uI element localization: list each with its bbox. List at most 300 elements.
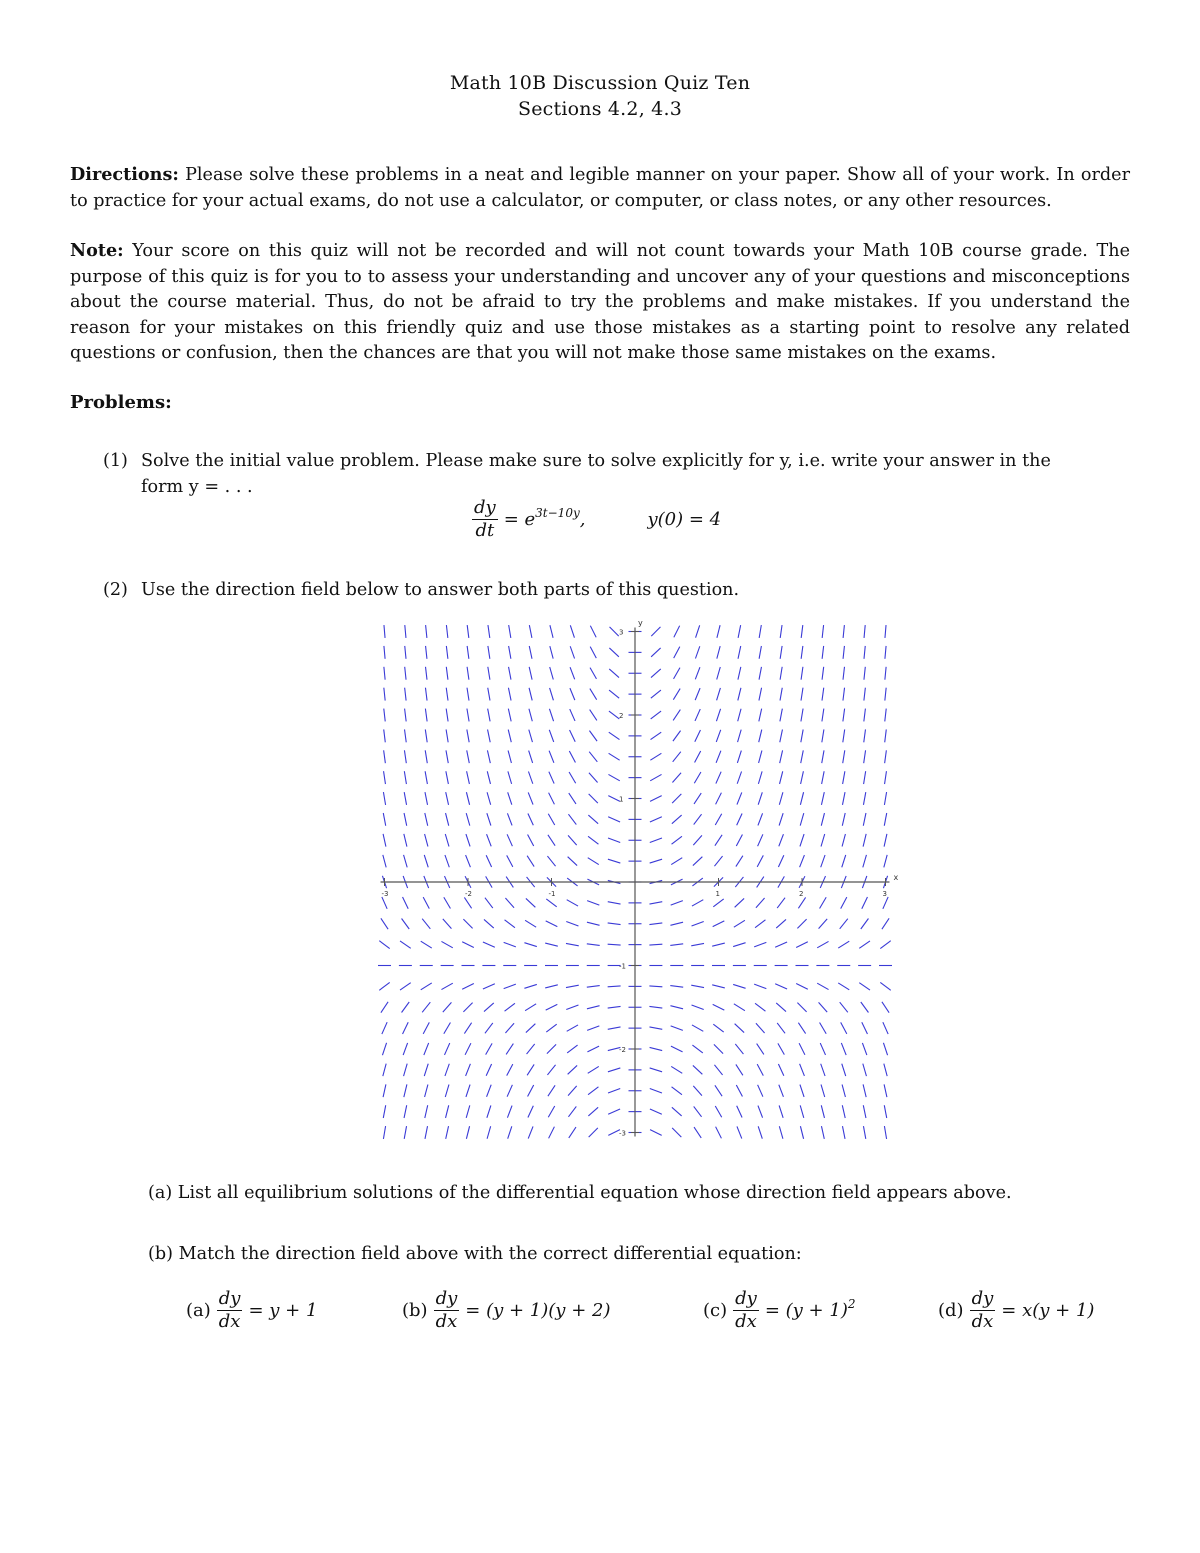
slope-segment: [738, 646, 741, 659]
x-tick-label: -1: [548, 890, 556, 898]
slope-segment: [466, 834, 470, 846]
slope-segment: [671, 901, 683, 906]
slope-segment: [843, 709, 845, 722]
slope-segment: [759, 688, 762, 701]
problem-1-text: Solve the initial value problem. Please make sure to solve explicitly for y, i.e. write your answer in the: [141, 451, 1051, 471]
slope-segment: [758, 1126, 762, 1138]
slope-segment: [885, 646, 886, 659]
choice-c-label: (c): [703, 1300, 728, 1321]
slope-segment: [864, 625, 865, 638]
slope-segment: [738, 730, 742, 742]
slope-segment: [425, 813, 428, 826]
slope-segment: [863, 855, 867, 867]
slope-segment: [587, 922, 600, 925]
slope-segment: [529, 667, 532, 680]
slope-segment: [589, 1128, 598, 1137]
slope-segment: [587, 986, 600, 988]
slope-segment: [486, 1064, 491, 1076]
choice-d-rhs: = x(y + 1): [1001, 1300, 1095, 1321]
slope-segment: [674, 626, 680, 638]
slope-segment: [863, 1105, 866, 1118]
slope-segment: [796, 983, 808, 989]
slope-segment: [780, 688, 782, 701]
slope-segment: [694, 1127, 701, 1138]
slope-segment: [383, 1126, 385, 1139]
slope-segment: [884, 834, 887, 847]
slope-segment: [796, 942, 808, 948]
page-title: Math 10B Discussion Quiz Ten: [449, 72, 751, 94]
slope-segment: [821, 813, 824, 826]
slope-segment: [780, 667, 782, 680]
slope-segment: [488, 667, 490, 680]
choice-b-numerator: dy: [435, 1288, 458, 1309]
slope-segment: [568, 1086, 577, 1096]
slope-segment: [692, 900, 703, 906]
slope-segment: [545, 943, 558, 946]
slope-segment: [885, 625, 886, 638]
slope-segment: [692, 1005, 704, 1010]
slope-segment: [694, 814, 702, 824]
slope-segment: [608, 774, 619, 780]
slope-segment: [445, 1085, 449, 1097]
slope-segment: [423, 897, 429, 908]
slope-segment: [524, 984, 536, 988]
slope-segment: [549, 1127, 555, 1139]
slope-segment: [507, 855, 513, 866]
slope-segment: [384, 750, 386, 763]
slope-segment: [884, 855, 887, 868]
slope-segment: [733, 984, 745, 988]
slope-segment: [649, 1006, 662, 1008]
slope-segment: [384, 709, 385, 722]
slope-segment: [779, 1126, 783, 1139]
slope-segment: [884, 813, 886, 826]
choice-b: [402, 1288, 610, 1333]
slope-segment: [864, 729, 866, 742]
slope-segment: [609, 711, 619, 719]
slope-segment: [884, 1126, 886, 1139]
slope-segment: [754, 984, 766, 989]
directions-paragraph: [70, 162, 1130, 214]
slope-segment: [801, 771, 804, 784]
slope-segment: [488, 709, 490, 722]
slope-segment: [671, 858, 682, 865]
slope-segment: [608, 838, 620, 843]
slope-segment: [507, 1085, 512, 1097]
slope-segment: [402, 918, 410, 929]
slope-segment: [885, 750, 887, 763]
slope-segment: [780, 709, 782, 722]
slope-segment: [819, 919, 828, 929]
slope-segment: [421, 983, 432, 990]
problem-2-text: Use the direction field below to answer both parts of this question.: [141, 580, 740, 600]
slope-segment: [379, 982, 389, 990]
slope-segment: [800, 834, 804, 846]
slope-segment: [670, 1006, 683, 1009]
slope-segment: [842, 1105, 845, 1118]
slope-segment: [379, 941, 389, 949]
problem-1-equation: [472, 497, 721, 542]
slope-segment: [405, 709, 407, 722]
slope-segment: [800, 792, 803, 805]
slope-segment: [484, 919, 494, 928]
slope-segment: [863, 834, 866, 847]
slope-segment: [568, 1106, 576, 1116]
part-b: (b) Match the direction field above with the correct differential equation:: [148, 1244, 802, 1264]
choice-c: [703, 1288, 855, 1333]
slope-segment: [780, 771, 783, 784]
choice-d-fraction: [970, 1288, 996, 1333]
slope-segment: [820, 1043, 825, 1055]
slope-segment: [507, 1106, 512, 1118]
slope-segment: [568, 1065, 577, 1074]
slope-segment: [800, 813, 804, 825]
slope-segment: [587, 1006, 600, 1009]
slope-segment: [651, 732, 662, 739]
slope-segment: [713, 899, 723, 907]
slope-segment: [608, 1109, 620, 1114]
slope-segment: [672, 1128, 681, 1137]
slope-segment: [817, 941, 828, 947]
slope-segment: [736, 1064, 743, 1075]
slope-segment: [758, 813, 763, 825]
slope-segment: [424, 1043, 429, 1055]
slope-segment: [587, 944, 600, 946]
chart-axes: [381, 619, 899, 1138]
slope-segment: [425, 1126, 428, 1139]
choice-b-fraction: [434, 1288, 460, 1333]
slope-segment: [757, 1044, 764, 1055]
slope-segment: [777, 898, 785, 908]
slope-segment: [446, 1126, 449, 1139]
slope-segment: [716, 1127, 722, 1139]
x-tick-label: -3: [381, 890, 389, 898]
part-a: (a) List all equilibrium solutions of the differential equation whose direction field appears above.: [148, 1183, 1012, 1203]
slope-segment: [799, 1043, 805, 1055]
slope-segment: [508, 750, 511, 763]
slope-segment: [840, 1002, 848, 1012]
slope-segment: [608, 923, 621, 925]
directions-text: Please solve these problems in a neat and legible manner on your paper. Show all of your work. In order to practice for your actual exams, do not use a calculator, or computer, or class notes, or any other resources.: [70, 165, 1130, 211]
slope-segment: [404, 771, 406, 784]
slope-segment: [650, 1047, 663, 1050]
slope-segment: [545, 985, 558, 988]
slope-segment: [507, 813, 512, 825]
slope-segment: [426, 646, 427, 659]
slope-segment: [608, 986, 621, 987]
slope-segment: [841, 1043, 846, 1055]
slope-segment: [759, 646, 761, 659]
slope-segment: [755, 920, 765, 928]
slope-segment: [672, 773, 681, 783]
slope-segment: [713, 921, 725, 927]
slope-segment: [821, 1064, 825, 1076]
slope-segment: [466, 855, 471, 867]
y-tick-label: -3: [619, 1129, 626, 1138]
slope-segment: [736, 835, 742, 846]
slope-segment: [694, 772, 701, 783]
slope-segment: [882, 1002, 889, 1013]
slope-segment: [588, 815, 598, 824]
slope-segment: [650, 1130, 662, 1136]
slope-segment: [714, 1044, 723, 1053]
slope-segment: [446, 792, 449, 805]
slope-segment: [841, 897, 847, 908]
slope-segment: [843, 625, 844, 638]
slope-segment: [402, 1002, 410, 1013]
slope-segment: [885, 709, 886, 722]
slope-segment: [842, 813, 845, 826]
slope-segment: [566, 985, 579, 987]
slope-segment: [882, 918, 889, 929]
slope-segment: [691, 943, 704, 945]
slope-segment: [505, 898, 514, 908]
slope-segment: [446, 750, 448, 763]
slope-segment: [801, 667, 803, 680]
slope-segment: [405, 667, 406, 680]
slope-segment: [444, 1043, 449, 1055]
choice-a-label: (a): [186, 1300, 211, 1321]
slope-segment: [692, 921, 704, 926]
slope-segment: [568, 814, 576, 824]
slope-segment: [650, 796, 662, 802]
slope-segment: [485, 1023, 493, 1033]
choice-a-numerator: dy: [218, 1288, 241, 1309]
slope-segment: [588, 1107, 598, 1116]
slope-segment: [508, 792, 512, 804]
slope-segment: [485, 898, 493, 908]
slope-segment: [737, 1126, 742, 1138]
slope-segment: [609, 732, 620, 739]
slope-segment: [798, 1023, 805, 1034]
slope-segment: [735, 1044, 743, 1054]
slope-segment: [405, 625, 406, 638]
slope-segment: [756, 898, 765, 908]
slope-segment: [801, 750, 804, 763]
slope-segment: [716, 772, 721, 784]
choice-b-label: (b): [402, 1300, 428, 1321]
slope-segment: [717, 625, 720, 638]
slope-segment: [550, 646, 553, 659]
slope-segment: [384, 646, 385, 659]
slope-segment: [383, 834, 386, 847]
choice-c-numerator: dy: [735, 1288, 757, 1309]
slope-segment: [843, 729, 845, 742]
slope-segment: [864, 771, 866, 784]
problem-1-text-line2: form y = . . .: [141, 476, 253, 497]
slope-segment: [780, 730, 783, 743]
problem-2: [103, 578, 1130, 604]
slope-segment: [567, 1025, 578, 1031]
slope-segment: [508, 709, 511, 722]
slope-segment: [649, 986, 662, 987]
slope-segment: [863, 813, 866, 826]
slope-segment: [713, 1004, 725, 1010]
slope-segment: [400, 941, 411, 948]
slope-segment: [821, 1085, 825, 1097]
slope-segment: [757, 1064, 763, 1075]
x-tick-label: 3: [882, 890, 887, 898]
slope-segment: [590, 710, 597, 721]
slope-segment: [443, 919, 452, 929]
slope-segment: [526, 898, 535, 907]
slope-segment: [671, 1066, 682, 1073]
slope-segment: [590, 647, 596, 658]
slope-segment: [608, 1006, 621, 1008]
slope-segment: [885, 729, 887, 742]
slope-segment: [692, 1025, 703, 1031]
slope-segment: [384, 667, 385, 680]
slope-segment: [547, 856, 555, 866]
slope-segment: [384, 625, 385, 638]
slope-segment: [505, 1003, 515, 1011]
slope-segment: [446, 1105, 449, 1118]
slope-segment: [404, 855, 408, 867]
slope-segment: [506, 1044, 513, 1055]
slope-segment: [405, 729, 407, 742]
slope-segment: [758, 834, 763, 846]
slope-segment: [528, 835, 534, 846]
slope-segment: [608, 902, 621, 904]
slope-segment: [671, 1026, 683, 1031]
slope-segment: [445, 1064, 449, 1076]
slope-segment: [546, 1024, 556, 1032]
y-tick-label: 1: [619, 795, 624, 804]
slope-segment: [780, 646, 782, 659]
slope-segment: [778, 855, 783, 867]
slope-segment: [737, 751, 741, 763]
slope-segment: [650, 1068, 662, 1072]
slope-segment: [716, 751, 721, 763]
equation-rhs-exponent: 3t−10y: [535, 506, 580, 520]
slope-segment: [444, 1023, 451, 1034]
slope-segment: [487, 771, 490, 784]
slope-segment: [382, 1022, 387, 1034]
slope-segment: [884, 1105, 886, 1118]
slope-segment: [776, 919, 786, 928]
slope-segment: [737, 792, 742, 804]
slope-segment: [650, 838, 662, 843]
slope-segment: [422, 1002, 430, 1012]
slope-segment: [529, 688, 532, 701]
slope-segment: [509, 625, 511, 638]
equation-rhs-tail: ,: [579, 509, 586, 530]
slope-segment: [712, 985, 725, 988]
slope-segment: [650, 774, 661, 780]
slope-segment: [672, 794, 681, 803]
slope-segment: [737, 772, 741, 784]
slope-segment: [426, 667, 427, 680]
slope-segment: [566, 1005, 578, 1010]
slope-segment: [843, 688, 845, 701]
slope-segment: [716, 730, 720, 742]
slope-segment: [801, 646, 803, 659]
slope-segment: [797, 1003, 806, 1012]
slope-segment: [883, 897, 888, 909]
slope-segment: [548, 835, 555, 846]
slope-segment: [609, 753, 620, 760]
choice-a-rhs: = y + 1: [248, 1300, 318, 1321]
slope-segment: [423, 1022, 429, 1033]
slope-segment: [775, 984, 787, 989]
slope-segment: [467, 709, 469, 722]
slope-segment: [465, 1043, 471, 1055]
slope-segment: [569, 793, 576, 804]
slope-segment: [801, 625, 803, 638]
slope-segment: [425, 709, 427, 722]
slope-segment: [570, 730, 576, 742]
slope-segment: [650, 1109, 662, 1114]
slope-segment: [425, 688, 427, 701]
slope-segment: [426, 625, 427, 638]
slope-segment: [383, 1105, 385, 1118]
slope-segment: [736, 1085, 742, 1096]
slope-segment: [487, 1105, 491, 1117]
slope-segment: [445, 855, 449, 867]
slope-segment: [674, 647, 680, 658]
slope-segment: [527, 1064, 534, 1075]
slope-segment: [651, 669, 661, 678]
slope-segment: [650, 753, 661, 760]
slope-segment: [609, 669, 619, 678]
slope-segment: [567, 1045, 577, 1053]
slope-segment: [800, 1064, 805, 1076]
y-tick-label: -1: [619, 962, 626, 971]
slope-segment: [425, 750, 427, 763]
slope-segment: [568, 857, 577, 866]
slope-segment: [651, 648, 660, 657]
slope-segment: [487, 750, 490, 763]
slope-segment: [425, 729, 427, 742]
slope-segment: [529, 751, 533, 763]
slope-segment: [590, 668, 596, 679]
slope-segment: [734, 920, 745, 927]
slope-segment: [425, 1105, 428, 1118]
slope-segment: [838, 941, 849, 948]
slope-segment: [405, 646, 406, 659]
slope-segment: [820, 897, 827, 908]
slope-segment: [715, 835, 722, 846]
slope-segment: [821, 792, 824, 805]
slope-segment: [842, 792, 845, 805]
slope-segment: [509, 667, 511, 680]
slope-segment: [549, 772, 554, 784]
slope-segment: [508, 771, 512, 783]
slope-segment: [778, 1043, 784, 1054]
slope-segment: [880, 982, 890, 990]
slope-segment: [507, 1064, 513, 1075]
slope-segment: [589, 752, 597, 762]
slope-segment: [822, 688, 824, 701]
slope-segment: [670, 922, 683, 925]
slope-segment: [486, 855, 491, 867]
slope-segment: [569, 772, 576, 783]
slope-segment: [734, 1004, 745, 1011]
slope-segment: [400, 983, 411, 990]
slope-segment: [446, 667, 448, 680]
slope-segment: [779, 792, 783, 805]
slope-segment: [670, 944, 683, 946]
slope-segment: [779, 813, 783, 825]
slope-segment: [508, 688, 511, 701]
slope-segment: [716, 709, 720, 721]
slope-segment: [864, 709, 866, 722]
slope-segment: [529, 646, 532, 659]
slope-segment: [733, 943, 745, 947]
slope-segment: [864, 667, 865, 680]
slope-segment: [567, 900, 578, 906]
slope-segment: [383, 813, 385, 826]
